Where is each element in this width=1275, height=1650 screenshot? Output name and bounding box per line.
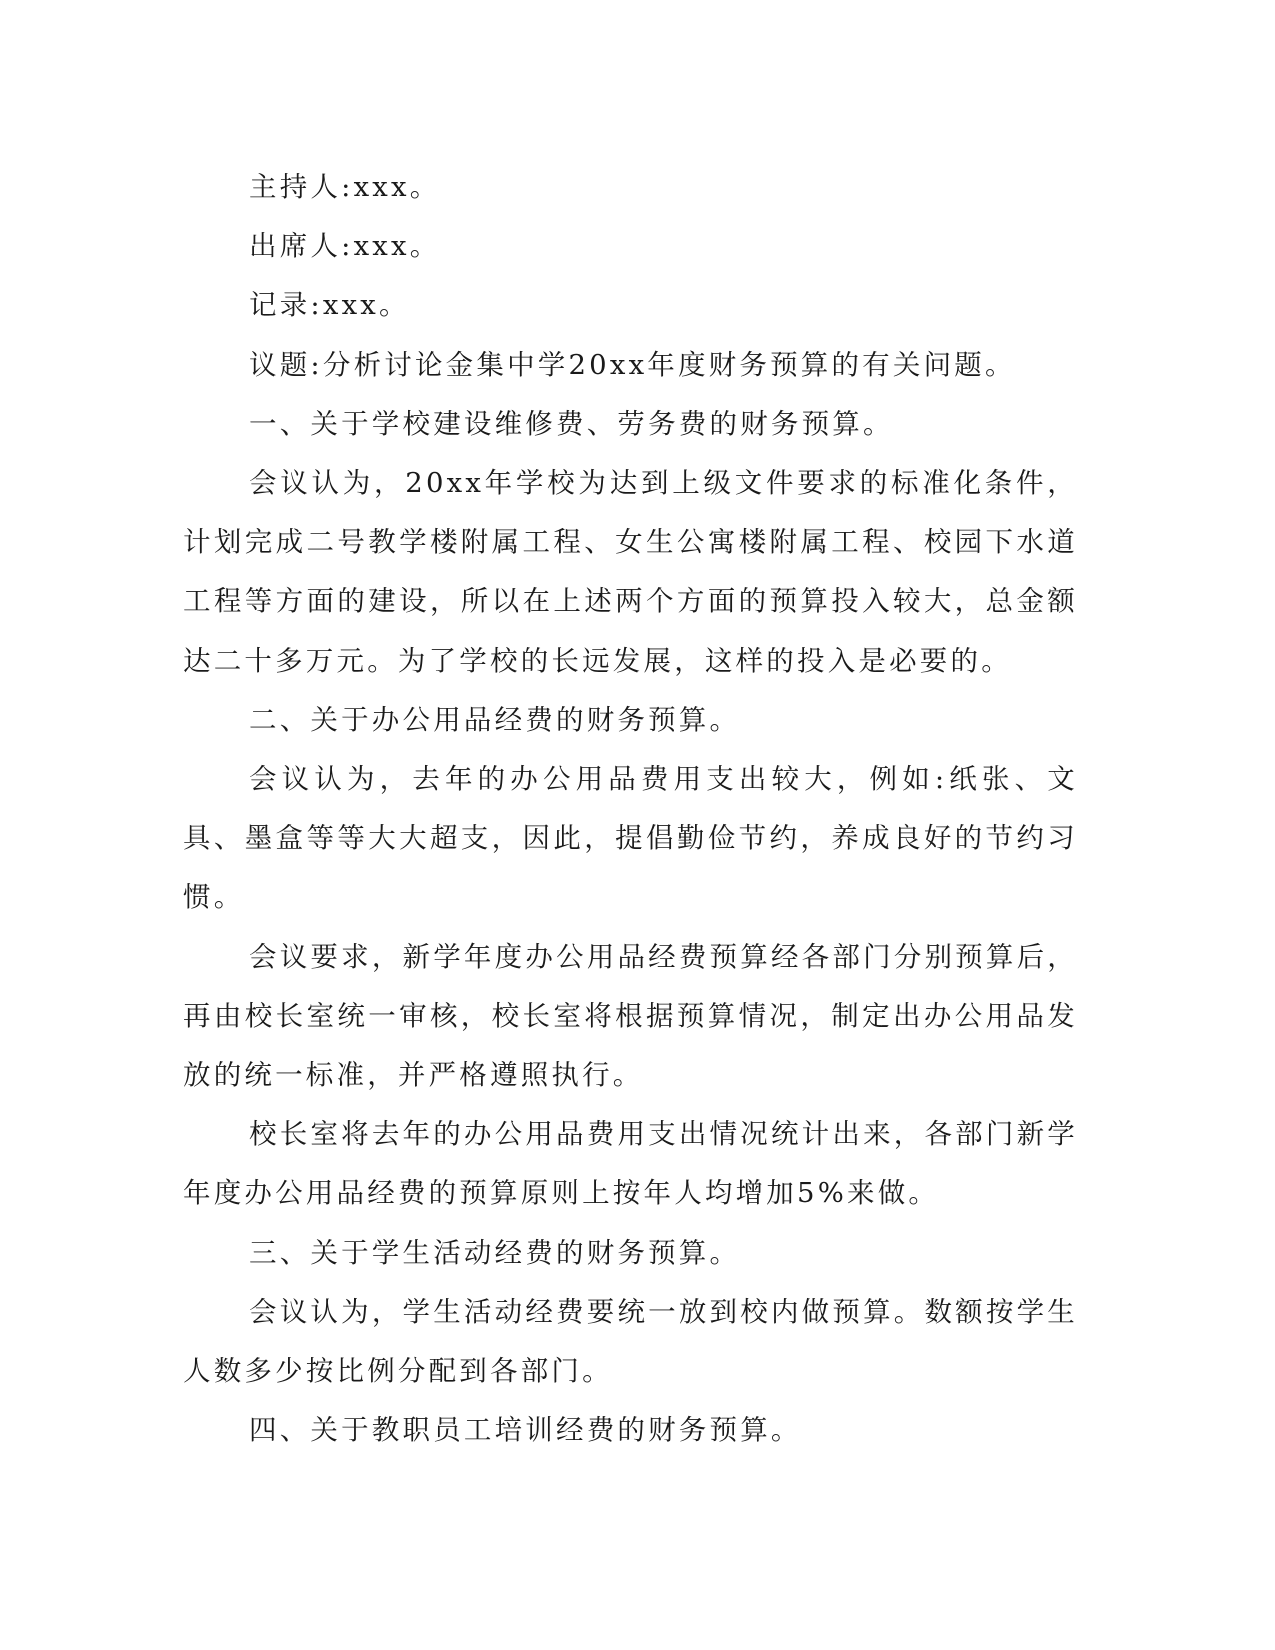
paragraph-section-2a: 会议认为，去年的办公用品费用支出较大，例如:纸张、文具、墨盒等等大大超支，因此，提倡勤俭节约，养成良好的节约习惯。 — [183, 763, 1078, 914]
section-heading-3: 三、关于学生活动经费的财务预算。 — [249, 1236, 741, 1269]
paragraph-section-2c: 校长室将去年的办公用品费用支出情况统计出来，各部门新学年度办公用品经费的预算原则上按年人均增加5%来做。 — [183, 1118, 1078, 1210]
paragraph-section-3: 会议认为，学生活动经费要统一放到校内做预算。数额按学生人数多少按比例分配到各部门。 — [183, 1295, 1078, 1388]
section-heading-2: 二、关于办公用品经费的财务预算。 — [249, 703, 741, 736]
paragraph-recorder: 记录:xxx。 — [249, 289, 410, 322]
paragraph-host: 主持人:xxx。 — [249, 171, 441, 203]
section-heading-4: 四、关于教职员工培训经费的财务预算。 — [249, 1414, 802, 1447]
paragraph-section-2b: 会议要求，新学年度办公用品经费预算经各部门分别预算后，再由校长室统一审核，校长室将根据预算情况，制定出办公用品发放的统一标准，并严格遵照执行。 — [183, 940, 1078, 1092]
paragraph-topic: 议题:分析讨论金集中学20xx年度财务预算的有关问题。 — [249, 348, 1016, 381]
paragraph-attendees: 出席人:xxx。 — [249, 230, 441, 263]
paragraph-section-1: 会议认为，20xx年学校为达到上级文件要求的标准化条件，计划完成二号教学楼附属工程、女生公寓楼附属工程、校园下水道工程等方面的建设，所以在上述两个方面的预算投入较大，总金额达二十多万元。为了学校的长远发展，这样的投入是必要的。 — [183, 467, 1078, 677]
section-heading-1: 一、关于学校建设维修费、劳务费的财务预算。 — [249, 407, 894, 440]
document-body — [183, 158, 1078, 1460]
